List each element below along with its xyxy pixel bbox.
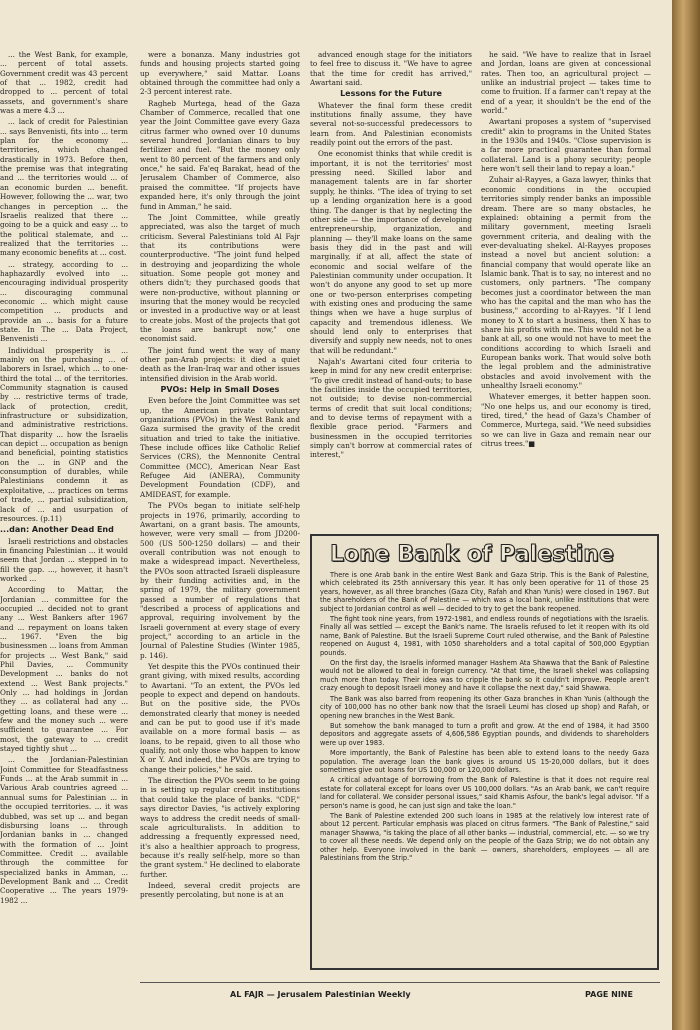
column-2: [140, 50, 300, 980]
paragraph: According to Mattar, the Jordanian ... committee for the occupied ... decided not to grant any ... West Bankers after 1967 and ... repayment on loans taken ... 1967. "Even the big businessmen ... loans from Amman for projects ... West Bank," said Phil Davies, ... Community Development ... banks do not extend ... West Bank projects." Only ... had holdings in Jordan they ... as collateral had any ... getting loans, and these were ... few and the money such ... were sufficient to guarantee ... For most, the gateway to ... credit stayed tightly shut ...: [0, 585, 128, 754]
paragraph: The joint fund went the way of many other pan-Arab projects: it died a quiet death as the Iran-Iraq war and other issues intensified division in the Arab world.: [140, 345, 300, 383]
paragraph: Yet despite this the PVOs continued their grant giving, with mixed results, according to Awartani. "To an extent, the PVOs led people to expect and depend on handouts. But on the positive side, the PVOs demonstrated clearly that money is needed and can be put to good use if it's made available on a more formal basis — as loans, to be repaid, given to all those who qualify, not only those who happen to know X or Y. And indeed, the PVOs are trying to change their policies," he said.: [140, 662, 300, 774]
paragraph: One economist thinks that while credit is important, it is not the territories' most pressing need. Skilled labor and management talents are in far shorter supply, he thinks. "The idea of trying to set up a lending organization here is a good thing. The danger is that by neglecting the other side — the importance of developing entrepreneurship, organization, and planning — they'll make loans on the same basis they did in the past and will marginally, if at all, affect the state of economic and social welfare of the Palestinian community under occupation. It won't do anyone any good to set up more one or two-person enterprises competing with existing ones and producing the same things when we have a huge surplus of capacity and tremendous idleness. We should lend only to enterprises that diversify and supply new needs, not to ones that will be redundant.": [310, 149, 472, 355]
box-paragraph: The fight took nine years, from 1972-1981, and endless rounds of negotiations with the Israelis. Finally all was settled — except the Bank's name. The Israelis refused to let it reopen with its old name, Bank of Palestine. But the Israeli Supreme Court ruled otherwise, and the Bank of Palestine reopened on August 4, 1981, with 1050 shareholders and a total capital of 500,000 Egyptian pounds.: [320, 615, 649, 657]
paragraph: Najah's Awartani cited four criteria to keep in mind for any new credit enterprise: "To give credit instead of hand-outs; to base the facilities inside the occupied territories, not outside; to devise non-commercial terms of credit that suit local conditions; and to devise terms of repayment with a flexible grace period. "Farmers and businessmen in the occupied territories simply can't borrow at commercial rates of interest,": [310, 357, 472, 460]
box-text: [312, 571, 657, 862]
paragraph: advanced enough stage for the initiators to feel free to discuss it. "We have to agree that the time for credit has arrived," Awartani said.: [310, 50, 472, 88]
paragraph: Zuhair al-Rayyes, a Gaza lawyer, thinks that economic conditions in the occupied territories simply render banks an impossible dream. There are so many obstacles, he explained: obtaining a permit from the military government, meeting Israeli government criteria, and dealing with the ever-devaluating shekel. Al-Rayyes proposes instead a novel but ancient solution: a financial company that would operate like an Islamic bank. That is to say, no interest and no customers, only partners. "The company becomes just a coordinator between the man who has the capital and the man who has the business," according to al-Rayyes. "If I lend money to X to start a business, then X has to share his profits with me. This would not be a bank at all, so one would not have to meet the conditions according to which Israeli and European banks work. That would solve both the legal problem and the administrative obstacles and avoid involvement with the unhealthy Israeli economy.": [481, 175, 651, 391]
box-paragraph: The Bank was also barred from reopening its other Gaza branches in Khan Yunis (although the city of 100,000 has no other bank now that the Israeli Leumi has closed up shop) and Rafah, or opening new branches in the West Bank.: [320, 694, 649, 720]
box-paragraph: On the first day, the Israelis informed manager Hashem Ata Shawwa that the Bank of Palestine would not be allowed to deal in foreign currency. "At that time, the Israeli shekel was collapsing much more than today. Their idea was to cripple the bank so it couldn't improve. People aren't crazy enough to deposit Israeli money and have it collapse the next day," said Shawwa.: [320, 659, 649, 693]
column-4: [481, 50, 651, 535]
paragraph: ... the West Bank, for example, ... percent of total assets. Government credit was 43 percent of that ... 1982, credit had dropped to ... percent of total assets, and government's share was a mere 4.3 ...: [0, 50, 128, 116]
box-paragraph: More importantly, the Bank of Palestine has been able to extend loans to the needy Gaza population. The average loan the bank gives is around US 15-20,000 dollars, but it does sometimes give out loans for US 100,000 or 120,000 dollars.: [320, 749, 649, 774]
paragraph: Whatever emerges, it better happen soon. "No one helps us, and our economy is tired, tired, tired," the head of Gaza's Chamber of Commerce, Murtega, said. "We need subsidies so we can live in Gaza and remain near our citrus trees."■: [481, 392, 651, 449]
paragraph: ... lack of credit for Palestinian ... says Benvenisti, fits into ... term plan for the economy ... territories, which changed drastically in 1973. Before then, the premise was that integrating and ... the territories would ... of an economic burden ... benefit. However, following the ... war, two changes in perception ... the Israelis realized that there ... going to be a quick and easy ... to the political stalemate, and ... realized that the territories ... many economic benefits at ... cost.: [0, 117, 128, 258]
paragraph: Ragheb Murtega, head of the Gaza Chamber of Commerce, recalled that one year the Joint Committee gave every Gaza citrus farmer who owned over 10 dunums several hundred Jordanian dinars to buy fertilizer and fuel. "But the money only went to 80 percent of the farmers and only once," he said. Fa'eq Barakat, head of the Jerusalem Chamber of Commerce, also praised the committee. "If projects have expanded here, it's only through the joint fund in Amman," he said.: [140, 98, 300, 211]
paragraph: The PVOs began to initiate self-help projects in 1976, primarily, according to Awartani, on a grant basis. The amounts, however, were very small — from JD200-500 (US 500-1250 dollars) — and their overall contribution was not enough to make a widespread impact. Nevertheless, the PVOs soon attracted Israeli displeasure by their funding activities and, in the spring of 1979, the military government passed a number of regulations that "described a process of applications and approval, requiring involvement by the Israeli government at every stage of every project," according to an article in the Journal of Palestine Studies (Winter 1985, p. 146).: [140, 501, 300, 660]
paragraph: The direction the PVOs seem to be going in is setting up regular credit institutions that could take the place of banks. "CDF," says director Davies, "is actively exploring ways to address the credit needs of small-scale agriculturalists. In addition to addressing a frequently expressed need, it's also a healthier approach to progress, because it's really self-help, more so than the grant system." He declined to elaborate further.: [140, 776, 300, 879]
box-paragraph: The Bank of Palestine extended 200 such loans in 1985 at the relatively low interest rate of about 12 percent. Particular emphasis was placed on citrus farmers. "The Bank of Palestine," said manager Shawwa, "is taking the place of all other banks — industrial, commercial, etc. — so we try to cover all these needs. We depend only on the people of the Gaza Strip; we do not obtain any other help. Everyone involved in the bank — owners, shareholders, employees — all are Palestinians from the Strip.": [320, 811, 649, 862]
column-1: [0, 50, 128, 980]
box-title: Lone Bank of Palestine: [330, 542, 614, 567]
section-heading: ...dan: Another Dead End: [0, 525, 114, 535]
section-heading: Lessons for the Future: [340, 89, 442, 99]
column-3: [310, 50, 472, 535]
paragraph: were a bonanza. Many industries got funds and housing projects started going up everywhere," said Mattar. Loans obtained through the committee had only a 2-3 percent interest rate.: [140, 50, 300, 97]
paragraph: he said. "We have to realize that in Israel and Jordan, loans are given at concessional rates. Then too, an agricultural project — unlike an industrial project — takes time to come to fruition. If a farmer can't repay at the end of a year, it shouldn't be the end of the world.": [481, 50, 651, 116]
section-heading: PVOs: Help in Small Doses: [160, 385, 280, 395]
paragraph: Even before the Joint Committee was set up, the American private voluntary organizations (PVOs) in the West Bank and Gaza surmised the gravity of the credit situation and tried to take the initiative. These include offices like Catholic Relief Services (CRS), the Mennonite Central Committee (MCC), American Near East Refugee Aid (ANERA), Community Development Foundation (CDF), and AMIDEAST, for example.: [140, 396, 300, 499]
footer-page-number: PAGE NINE: [585, 990, 633, 999]
paragraph: Awartani proposes a system of "supervised credit" akin to programs in the United States in the 1930s and 1940s. "Close supervision is a far more practical guarantee than formal collateral. Land is a phony security; people here won't sell their land to repay a loan.": [481, 117, 651, 174]
paragraph: ... strategy, according to ... haphazardly evolved into ... encouraging individual prosperity ... discouraging communal economic ... which might cause competition ... products and provide an ... basis for a future state. In The ... Data Project, Benvenisti ...: [0, 259, 128, 344]
sidebar-box: [310, 534, 659, 970]
paragraph: Indeed, several credit projects are presently percolating, but none is at an: [140, 880, 300, 900]
box-paragraph: But somehow the bank managed to turn a profit and grow. At the end of 1984, it had 3500 depositors and aggregate assets of 4,606,586 Egyptian pounds, and dividends to shareholders were up over 1983.: [320, 721, 649, 747]
book-binding: [672, 0, 700, 1030]
footer-rule: [140, 982, 660, 983]
paragraph: ... the Jordanian-Palestinian Joint Committee for Steadfastness Funds ... at the Arab summit in ... Various Arab countries agreed ... annual sums for Palestinian ... in the occupied territories. ... it was dubbed, was set up ... and began disbursing loans ... through Jordanian banks in ... changed with the formation of ... Joint Committee. Credit ... available through the committee for specialized banks in Amman, ... Development Bank and ... Credit Cooperative ... The years 1979-1982 ...: [0, 755, 128, 905]
paragraph: Individual prosperity is ... mainly on the purchasing ... of laborers in Israel, which ... to one-third the total ... of the territories. Community stagnation is caused by ... restrictive terms of trade, lack of protection, credit, infrastructure or subsidization, and administrative restrictions. That disparity ... how the Israelis can depict ... occupation as benign and beneficial, pointing statistics on the ... in GNP and the consumption of durables, while Palestinians condemn it as exploitative, ... practices on terms of trade, ... partial subsidization, lack of ... and usurpation of resources. (p.11): [0, 345, 128, 523]
paragraph: Israeli restrictions and obstacles in financing Palestinian ... it would seem that Jordan ... stepped in to fill the gap. ..., however, it hasn't worked ...: [0, 536, 128, 583]
paragraph: The Joint Committee, while greatly appreciated, was also the target of much criticism. Several Palestinians told Al Fajr that its contributions were counterproductive. "The joint fund helped in destroying and jeopardizing the whole situation. Some people got money and others didn't; they purchased goods that were non-productive, without planning or insuring that the money would be recycled or invested in a productive way or at least to create jobs. Most of the projects that got the loans are bankrupt now," one economist said.: [140, 212, 300, 344]
paragraph: Whatever the final form these credit institutions finally assume, they have several not-so-successful predecessors to learn from. And Palestinian economists readily point out the errors of the past.: [310, 100, 472, 148]
box-paragraph: A critical advantage of borrowing from the Bank of Palestine is that it does not require real estate for collateral except for loans over US 100,000 dollars. "As an Arab bank, we can't require land for collateral. We consider personal issues," said Khamis Asfour, the bank's legal advisor. "If a person's name is good, he can just sign and take the loan.": [320, 776, 649, 810]
footer-publication: AL FAJR — Jerusalem Palestinian Weekly: [230, 990, 411, 999]
box-paragraph: There is one Arab bank in the entire West Bank and Gaza Strip. This is the Bank of Palestine, which celebrated its 25th anniversary this year. It has only been operative for 11 of those 25 years, however, as all three branches (Gaza City, Rafah and Khan Yunis) were closed in 1967. But the shareholders of the Bank of Palestine — which was a local bank, unlike institutions that were subject to Jordanian control as well — decided to try to get the bank reopened.: [320, 571, 649, 613]
